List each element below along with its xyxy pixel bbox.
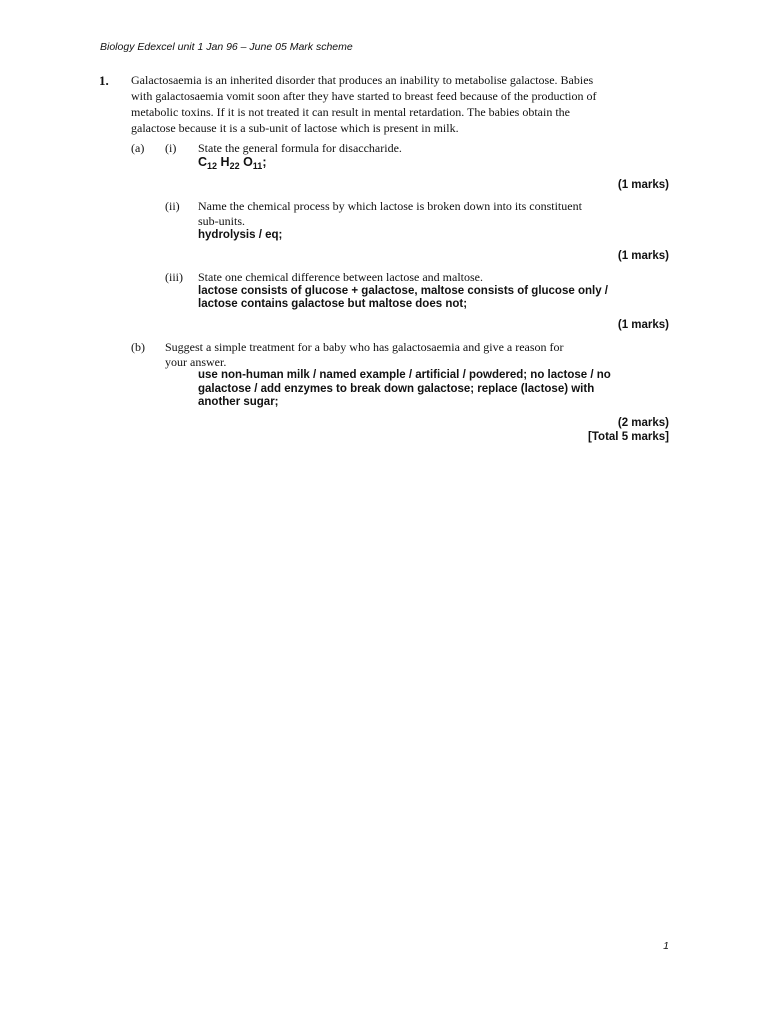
formula-end: ;: [262, 155, 267, 169]
formula-o: O: [243, 155, 253, 169]
subpart-iii-answer-line: lactose consists of glucose + galactose, maltose consists of glucose only /: [198, 285, 608, 297]
part-a-label: (a): [131, 141, 145, 155]
total-marks: [Total 5 marks]: [588, 431, 669, 443]
subpart-i-marks: (1 marks): [617, 179, 669, 191]
page-number: 1: [663, 940, 669, 952]
formula-c: C: [198, 155, 208, 169]
subpart-iii-answer-line: lactose contains galactose but maltose does not;: [198, 298, 468, 310]
subpart-iii-label: (iii): [165, 270, 183, 284]
intro-line: with galactosaemia vomit soon after they have started to breast feed because of the production of: [131, 89, 597, 103]
subpart-ii-question-line: sub-units.: [198, 214, 246, 228]
intro-line: Galactosaemia is an inherited disorder that produces an inability to metabolise galactose. Babies: [131, 73, 594, 87]
formula-h-subscript: 22: [229, 161, 240, 171]
subpart-ii-question-line: Name the chemical process by which lactose is broken down into its constituent: [198, 199, 582, 213]
part-b-answer-line: another sugar;: [198, 396, 279, 408]
subpart-i-label: (i): [165, 141, 177, 155]
question-number: 1.: [99, 73, 109, 88]
part-b-question-line: your answer.: [165, 355, 227, 369]
intro-line: galactose because it is a sub-unit of lactose which is present in milk.: [131, 121, 459, 135]
subpart-iii-question: State one chemical difference between lactose and maltose.: [198, 270, 483, 284]
part-b-question-line: Suggest a simple treatment for a baby who has galactosaemia and give a reason for: [165, 340, 564, 354]
formula-h: H: [220, 155, 230, 169]
part-b-answer-line: use non-human milk / named example / artificial / powdered; no lactose / no: [198, 369, 611, 381]
formula-o-subscript: 11: [252, 161, 263, 171]
intro-line: metabolic toxins. If it is not treated it can result in mental retardation. The babies obtain the: [131, 105, 570, 119]
formula-c-subscript: 12: [207, 161, 218, 171]
subpart-ii-marks: (1 marks): [617, 250, 669, 262]
part-b-marks: (2 marks): [617, 417, 669, 429]
part-b-label: (b): [131, 340, 145, 354]
subpart-ii-label: (ii): [165, 199, 180, 213]
part-b-answer-line: galactose / add enzymes to break down galactose; replace (lactose) with: [198, 383, 595, 395]
subpart-iii-marks: (1 marks): [617, 319, 669, 331]
subpart-i-answer-formula: [198, 155, 266, 169]
subpart-ii-answer: hydrolysis / eq;: [198, 229, 283, 241]
question-intro: [131, 72, 651, 136]
subpart-i-question: State the general formula for disaccharide.: [198, 141, 402, 155]
page-header: Biology Edexcel unit 1 Jan 96 – June 05 Mark scheme: [100, 41, 353, 53]
